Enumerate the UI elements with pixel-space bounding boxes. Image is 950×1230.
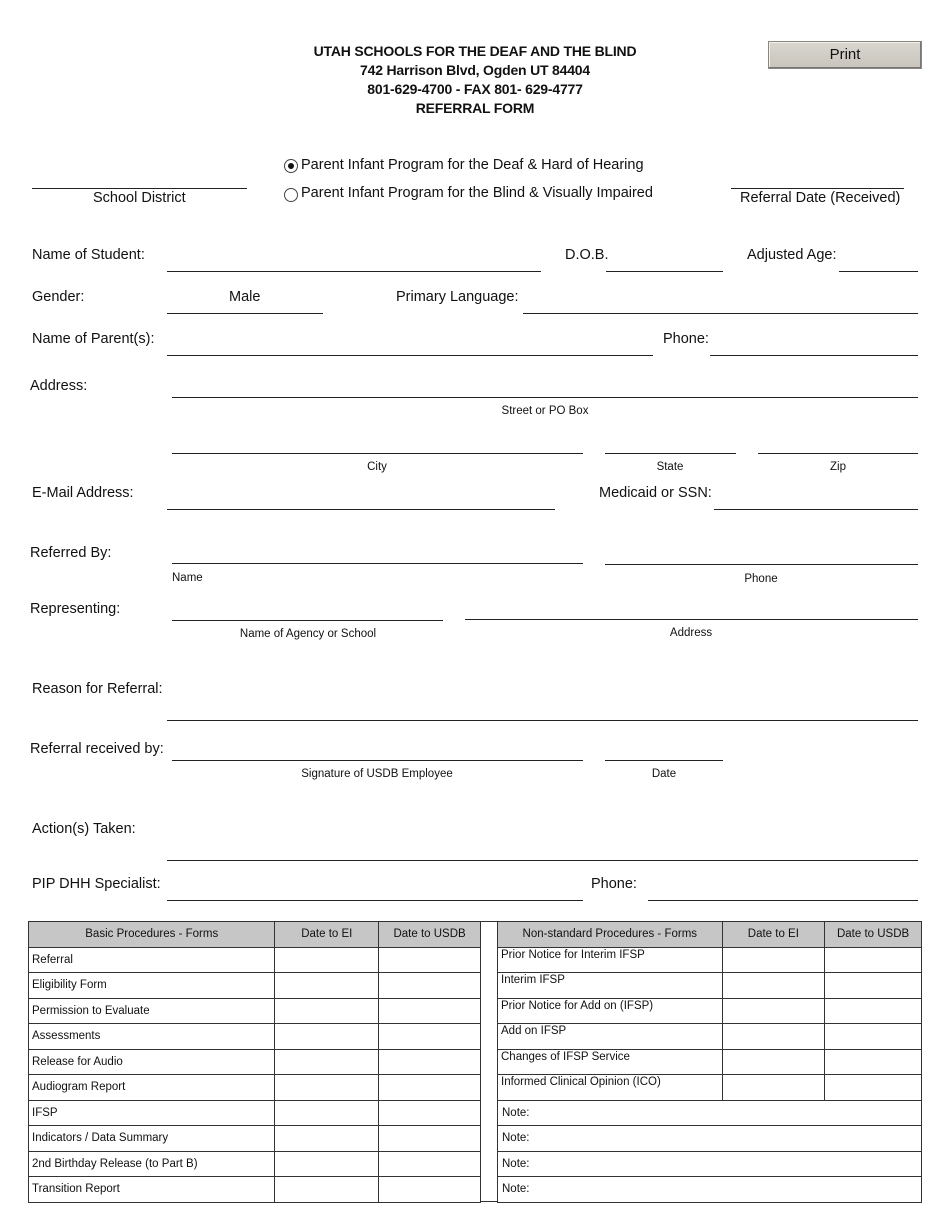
program-label-deaf: Parent Infant Program for the Deaf & Hard of Hearing (301, 157, 644, 173)
table-gutter (481, 921, 497, 1202)
date-usdb-cell[interactable] (379, 973, 481, 999)
email-input[interactable] (167, 509, 555, 510)
representing-label: Representing: (30, 601, 121, 617)
date-usdb-cell[interactable] (825, 1024, 922, 1050)
medicaid-label: Medicaid or SSN: (599, 485, 712, 501)
note-field[interactable]: Note: (498, 1177, 922, 1203)
date-usdb-cell[interactable] (825, 1049, 922, 1075)
parent-phone-label: Phone: (663, 331, 709, 347)
school-title: UTAH SCHOOLS FOR THE DEAF AND THE BLIND (313, 43, 637, 59)
note-row (498, 1177, 922, 1203)
email-label: E-Mail Address: (32, 485, 134, 501)
referral-date-label: Referral Date (Received) (740, 190, 901, 206)
primary-language-label: Primary Language: (396, 289, 519, 305)
note-field[interactable]: Note: (498, 1126, 922, 1152)
date-ei-cell[interactable] (275, 1151, 379, 1177)
note-field[interactable]: Note: (498, 1100, 922, 1126)
date-usdb-cell[interactable] (379, 1126, 481, 1152)
referred-by-name-caption: Name (172, 572, 203, 584)
note-row (498, 1100, 922, 1126)
table-row (29, 1049, 481, 1075)
referred-by-phone-input[interactable] (605, 564, 918, 565)
date-usdb-cell[interactable] (379, 1024, 481, 1050)
date-ei-cell[interactable] (275, 973, 379, 999)
date-ei-cell[interactable] (722, 998, 825, 1024)
table-row (498, 1049, 922, 1075)
specialist-label: PIP DHH Specialist: (32, 876, 161, 892)
dob-label: D.O.B. (565, 247, 609, 263)
basic-row-label: Eligibility Form (29, 973, 275, 999)
date-ei-cell[interactable] (275, 1075, 379, 1101)
table-row (29, 1126, 481, 1152)
table-row (29, 1100, 481, 1126)
street-input[interactable] (172, 397, 918, 398)
gender-select[interactable] (167, 313, 323, 314)
table-row (29, 1075, 481, 1101)
program-radio-deaf[interactable] (284, 159, 298, 173)
adjusted-age-input[interactable] (839, 271, 918, 272)
note-field[interactable]: Note: (498, 1151, 922, 1177)
date-ei-cell[interactable] (275, 1024, 379, 1050)
specialist-phone-label: Phone: (591, 876, 637, 892)
basic-row-label: Transition Report (29, 1177, 275, 1203)
note-row (498, 1151, 922, 1177)
nonstandard-header-date-ei: Date to EI (722, 922, 825, 948)
date-ei-cell[interactable] (275, 1177, 379, 1203)
table-row (29, 1024, 481, 1050)
nonstandard-row-label: Add on IFSP (498, 1024, 723, 1050)
reason-input[interactable] (167, 720, 918, 721)
table-header-row (498, 922, 922, 948)
referred-by-name-input[interactable] (172, 563, 583, 564)
basic-header-date-usdb: Date to USDB (379, 922, 481, 948)
agency-address-input[interactable] (465, 619, 918, 620)
date-ei-cell[interactable] (275, 1100, 379, 1126)
date-usdb-cell[interactable] (379, 998, 481, 1024)
date-usdb-cell[interactable] (825, 998, 922, 1024)
referral-date-input[interactable] (731, 188, 904, 189)
parent-name-input[interactable] (167, 355, 653, 356)
program-radio-blind[interactable] (284, 188, 298, 202)
street-caption: Street or PO Box (501, 405, 589, 417)
basic-row-label: 2nd Birthday Release (to Part B) (29, 1151, 275, 1177)
nonstandard-row-label: Informed Clinical Opinion (ICO) (498, 1075, 723, 1101)
dob-input[interactable] (606, 271, 723, 272)
medicaid-input[interactable] (714, 509, 918, 510)
nonstandard-procedures-table (497, 921, 922, 1203)
date-usdb-cell[interactable] (379, 1049, 481, 1075)
table-row (29, 998, 481, 1024)
basic-row-label: Release for Audio (29, 1049, 275, 1075)
date-usdb-cell[interactable] (825, 947, 922, 973)
date-ei-cell[interactable] (722, 1075, 825, 1101)
table-row (498, 973, 922, 999)
date-usdb-cell[interactable] (825, 1075, 922, 1101)
referred-by-phone-caption: Phone (744, 573, 778, 585)
city-input[interactable] (172, 453, 583, 454)
radio-selected-dot (288, 163, 294, 169)
received-date-input[interactable] (605, 760, 723, 761)
received-signature-input[interactable] (172, 760, 583, 761)
table-row (29, 947, 481, 973)
date-usdb-cell[interactable] (379, 1177, 481, 1203)
received-by-label: Referral received by: (30, 741, 164, 757)
nonstandard-row-label: Prior Notice for Interim IFSP (498, 947, 723, 973)
school-district-input[interactable] (32, 188, 247, 189)
reason-label: Reason for Referral: (32, 681, 163, 697)
table-header-row (29, 922, 481, 948)
action-input[interactable] (167, 860, 918, 861)
date-ei-cell[interactable] (722, 1049, 825, 1075)
table-row (498, 1024, 922, 1050)
basic-header-date-ei: Date to EI (275, 922, 379, 948)
student-name-input[interactable] (167, 271, 541, 272)
nonstandard-header-date-usdb: Date to USDB (825, 922, 922, 948)
school-phone: 801-629-4700 - FAX 801- 629-4777 (367, 81, 583, 97)
agency-name-input[interactable] (172, 620, 443, 621)
nonstandard-row-label: Prior Notice for Add on (IFSP) (498, 998, 723, 1024)
date-usdb-cell[interactable] (379, 947, 481, 973)
note-row (498, 1126, 922, 1152)
table-row (498, 947, 922, 973)
date-ei-cell[interactable] (275, 947, 379, 973)
specialist-phone-input[interactable] (648, 900, 918, 901)
city-caption: City (367, 461, 387, 473)
basic-row-label: Audiogram Report (29, 1075, 275, 1101)
nonstandard-row-label: Interim IFSP (498, 973, 723, 999)
zip-input[interactable] (758, 453, 918, 454)
gender-label: Gender: (32, 289, 85, 305)
state-caption: State (656, 461, 684, 473)
basic-row-label: IFSP (29, 1100, 275, 1126)
date-ei-cell[interactable] (722, 947, 825, 973)
state-input[interactable] (605, 453, 736, 454)
date-ei-cell[interactable] (275, 1126, 379, 1152)
basic-row-label: Referral (29, 947, 275, 973)
basic-row-label: Indicators / Data Summary (29, 1126, 275, 1152)
adjusted-age-label: Adjusted Age: (747, 247, 837, 263)
school-address: 742 Harrison Blvd, Ogden UT 84404 (360, 62, 590, 78)
student-name-label: Name of Student: (32, 247, 145, 263)
received-date-caption: Date (651, 768, 677, 780)
nonstandard-header-forms: Non-standard Procedures - Forms (498, 922, 723, 948)
nonstandard-row-label: Changes of IFSP Service (498, 1049, 723, 1075)
parent-name-label: Name of Parent(s): (32, 331, 155, 347)
print-button[interactable]: Print (768, 41, 922, 69)
basic-header-forms: Basic Procedures - Forms (29, 922, 275, 948)
basic-row-label: Permission to Evaluate (29, 998, 275, 1024)
referred-by-label: Referred By: (30, 545, 112, 561)
date-ei-cell[interactable] (722, 1024, 825, 1050)
agency-name-caption: Name of Agency or School (239, 628, 377, 640)
date-ei-cell[interactable] (722, 973, 825, 999)
date-ei-cell[interactable] (275, 1049, 379, 1075)
table-row (29, 973, 481, 999)
date-ei-cell[interactable] (275, 998, 379, 1024)
basic-row-label: Assessments (29, 1024, 275, 1050)
program-label-blind: Parent Infant Program for the Blind & Visually Impaired (301, 185, 653, 201)
agency-address-caption: Address (669, 627, 713, 639)
parent-phone-input[interactable] (710, 355, 918, 356)
table-row (29, 1177, 481, 1203)
date-usdb-cell[interactable] (379, 1100, 481, 1126)
form-title: REFERRAL FORM (415, 100, 535, 116)
date-usdb-cell[interactable] (379, 1075, 481, 1101)
specialist-input[interactable] (167, 900, 583, 901)
received-signature-caption: Signature of USDB Employee (301, 768, 453, 780)
address-label: Address: (30, 378, 88, 394)
table-row (498, 1075, 922, 1101)
zip-caption: Zip (830, 461, 846, 473)
gender-value: Male (229, 289, 261, 305)
table-row (29, 1151, 481, 1177)
date-usdb-cell[interactable] (379, 1151, 481, 1177)
table-row (498, 998, 922, 1024)
basic-procedures-table (28, 921, 481, 1203)
date-usdb-cell[interactable] (825, 973, 922, 999)
action-label: Action(s) Taken: (32, 821, 136, 837)
school-district-label: School District (93, 190, 186, 206)
primary-language-input[interactable] (523, 313, 918, 314)
